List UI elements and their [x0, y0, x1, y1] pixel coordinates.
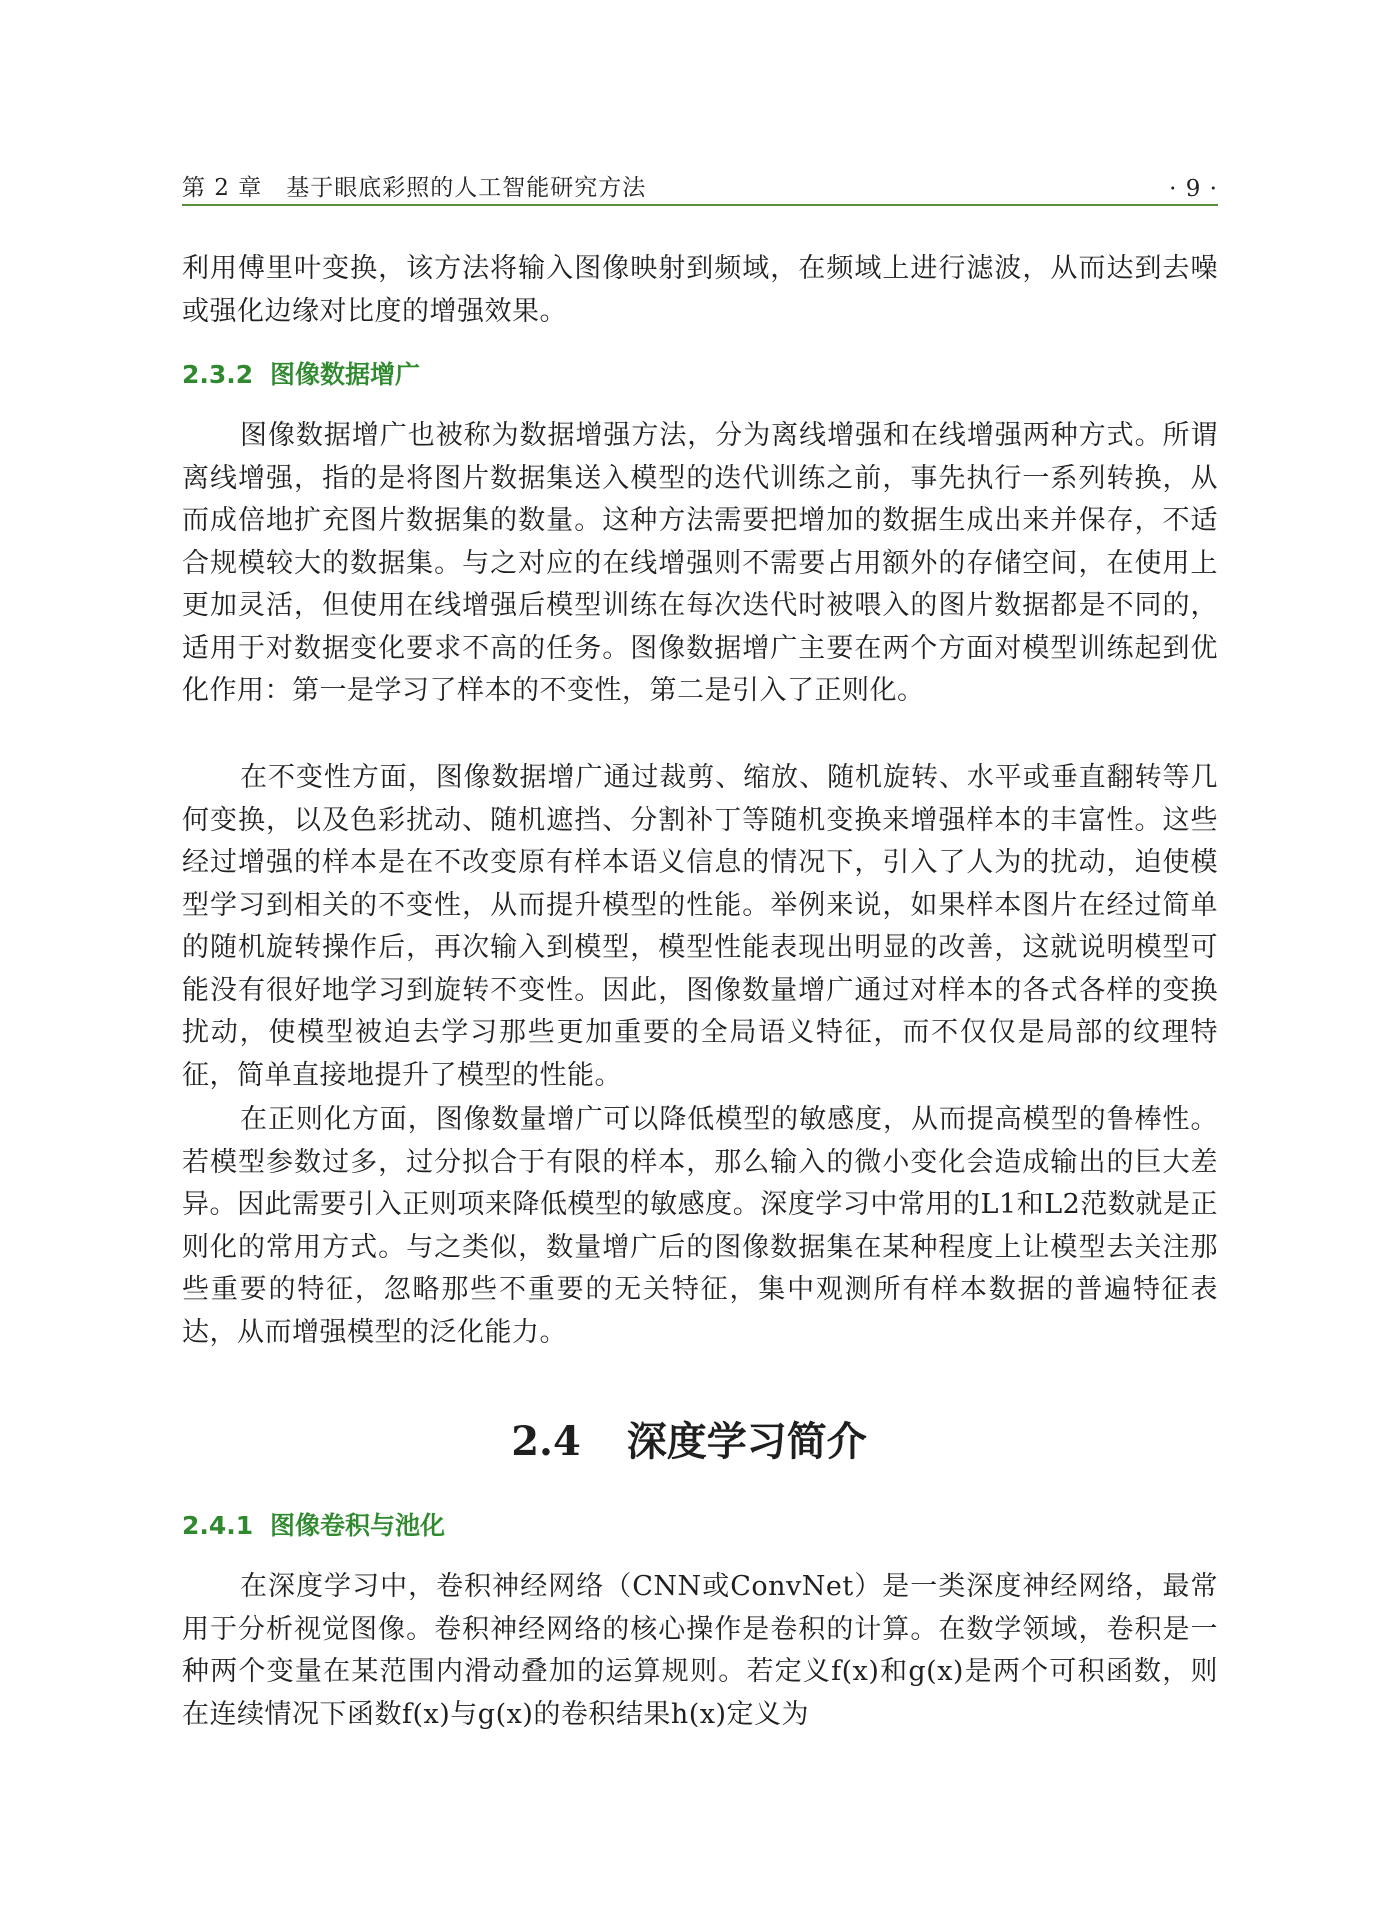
- running-header: [182, 162, 1218, 202]
- paragraph-regularization: 在正则化方面，图像数量增广可以降低模型的敏感度，从而提高模型的鲁棒性。若模型参数过多，过分拟合于有限的样本，那么输入的微小变化会造成输出的巨大差异。因此需要引入正则项来降低模型的敏感度。深度学习中常用的L1和L2范数就是正则化的常用方式。与之类似，数量增广后的图像数据集在某种程度上让模型去关注那些重要的特征，忽略那些不重要的无关特征，集中观测所有样本数据的普遍特征表达，从而增强模型的泛化能力。: [182, 1104, 1218, 1348]
- paragraph-augmentation-intro: 图像数据增广也被称为数据增强方法，分为离线增强和在线增强两种方式。所谓离线增强，指的是将图片数据集送入模型的迭代训练之前，事先执行一系列转换，从而成倍地扩充图片数据集的数量。这种方法需要把增加的数据生成出来并保存，不适合规模较大的数据集。与之对应的在线增强则不需要占用额外的存储空间，在使用上更加灵活，但使用在线增强后模型训练在每次迭代时被喂入的图片数据都是不同的，适用于对数据变化要求不高的任务。图像数据增广主要在两个方面对模型训练起到优化作用：第一是学习了样本的不变性，第二是引入了正则化。: [182, 420, 1218, 706]
- header-rule: [182, 204, 1218, 206]
- section-heading-2-4: [0, 1414, 1378, 1470]
- paragraph-cnn-intro: 在深度学习中，卷积神经网络（CNN或ConvNet）是一类深度神经网络，最常用于分析视觉图像。卷积神经网络的核心操作是卷积的计算。在数学领域，卷积是一种两个变量在某范围内滑动叠加的运算规则。若定义f(x)和g(x)是两个可积函数，则在连续情况下函数f(x)与g(x)的卷积结果h(x)定义为: [182, 1571, 1218, 1730]
- chapter-title: 第 2 章 基于眼底彩照的人工智能研究方法: [182, 175, 647, 201]
- paragraph-invariance: 在不变性方面，图像数据增广通过裁剪、缩放、随机旋转、水平或垂直翻转等几何变换，以及色彩扰动、随机遮挡、分割补丁等随机变换来增强样本的丰富性。这些经过增强的样本是在不改变原有样本语义信息的情况下，引入了人为的扰动，迫使模型学习到相关的不变性，从而提升模型的性能。举例来说，如果样本图片在经过简单的随机旋转操作后，再次输入到模型，模型性能表现出明显的改善，这就说明模型可能没有很好地学习到旋转不变性。因此，图像数量增广通过对样本的各式各样的变换扰动，使模型被迫去学习那些更加重要的全局语义特征，而不仅仅是局部的纹理特征，简单直接地提升了模型的性能。: [182, 762, 1218, 1091]
- section-title: 深度学习简介: [626, 1418, 867, 1465]
- subsection-heading-2-4-1: [182, 1508, 1218, 1544]
- subsection-title: 图像数据增广: [270, 360, 421, 389]
- page-number: · 9 ·: [1169, 176, 1218, 202]
- section-number: 2.4: [511, 1418, 581, 1465]
- subsection-number: 2.3.2: [182, 360, 254, 389]
- subsection-number: 2.4.1: [182, 1511, 254, 1540]
- paragraph-continuation: 利用傅里叶变换，该方法将输入图像映射到频域，在频域上进行滤波，从而达到去噪或强化边缘对比度的增强效果。: [182, 253, 1218, 327]
- subsection-title: 图像卷积与池化: [270, 1511, 446, 1540]
- subsection-heading-2-3-2: [182, 357, 1218, 393]
